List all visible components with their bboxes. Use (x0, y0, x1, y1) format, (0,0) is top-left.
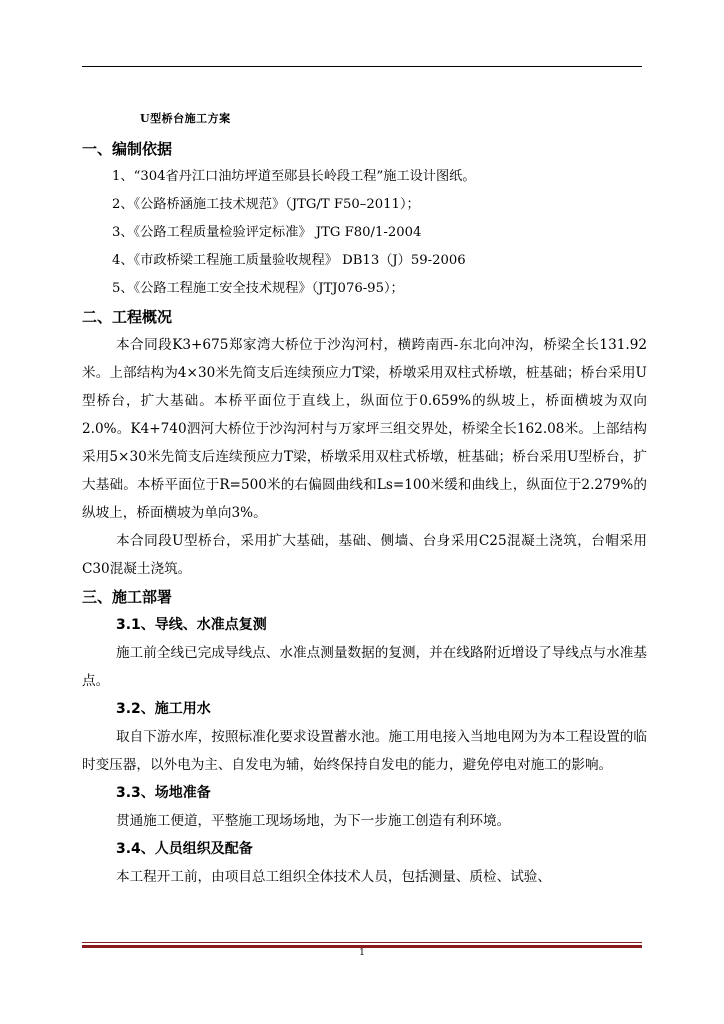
water-paragraph: 取自下游水库，按照标准化要求设置蓄水池。施工用电接入当地电网为为本工程设置的临时变压器，以外电为主、自发电为辅，始终保持自发电的能力，避免停电对施工的影响。 (82, 729, 647, 773)
subsection-heading-site: 3.3、场地准备 (116, 785, 211, 801)
staff-paragraph: 本工程开工前，由项目总工组织全体技术人员，包括测量、质检、试验、 (116, 869, 551, 885)
basis-item-3: 3、《公路工程质量检验评定标准》 JTG F80/1-2004 (112, 225, 422, 240)
section-heading-overview: 二、工程概况 (82, 308, 173, 326)
survey-paragraph: 施工前全线已完成导线点、水准点测量数据的复测，并在线路附近增设了导线点与水准基点。 (82, 645, 647, 689)
footer-rule-thin (82, 942, 642, 943)
overview-paragraph-1: 本合同段K3+675郑家湾大桥位于沙沟河村，横跨南西-东北向冲沟，桥梁全长131.92米。上部结构为4×30米先简支后连续预应力T梁，桥墩采用双柱式桥墩，桩基础；桥台采用U型桥台，扩大基础。本桥平面位于直线上，纵面位于0.659%的纵坡上，桥面横坡为双向2.0%。K4+740泗河大桥位于沙沟河村与万家坪三组交界处，桥梁全长162.08米。上部结构采用5×30米先简支后连续预应力T梁，桥墩采用双柱式桥墩，桩基础；桥台采用U型桥台，扩大基础。本桥平面位于R=500米的右偏圆曲线和Ls=100米缓和曲线上，纵面位于2.279%的纵坡上，桥面横坡为单向3%。 (82, 337, 647, 521)
site-paragraph: 贯通施工便道，平整施工现场场地，为下一步施工创造有利环境。 (116, 813, 511, 829)
section-heading-deployment: 三、施工部署 (82, 588, 173, 606)
overview-paragraph-2: 本合同段U型桥台，采用扩大基础，基础、侧墙、台身采用C25混凝土浇筑，台帽采用C30混凝土浇筑。 (82, 533, 647, 577)
basis-item-1: 1、“304省丹江口油坊坪道至郧县长岭段工程”施工设计图纸。 (112, 169, 476, 184)
subsection-heading-survey: 3.1、导线、水准点复测 (116, 617, 267, 633)
subsection-heading-water: 3.2、施工用水 (116, 701, 211, 717)
basis-item-4: 4、《市政桥梁工程施工质量验收规程》 DB13（J）59-2006 (112, 253, 466, 268)
subsection-heading-staff: 3.4、人员组织及配备 (116, 841, 253, 857)
basis-item-5: 5、《公路工程施工安全技术规程》（JTJ076-95）； (112, 281, 404, 296)
document-title: U型桥台施工方案 (140, 112, 231, 125)
basis-item-2: 2、《公路桥涵施工技术规范》（JTG/T F50–2011）； (112, 197, 420, 212)
page-number: 1 (359, 948, 365, 958)
section-heading-basis: 一、编制依据 (82, 140, 173, 158)
header-rule (82, 66, 642, 67)
document-body (82, 135, 647, 891)
